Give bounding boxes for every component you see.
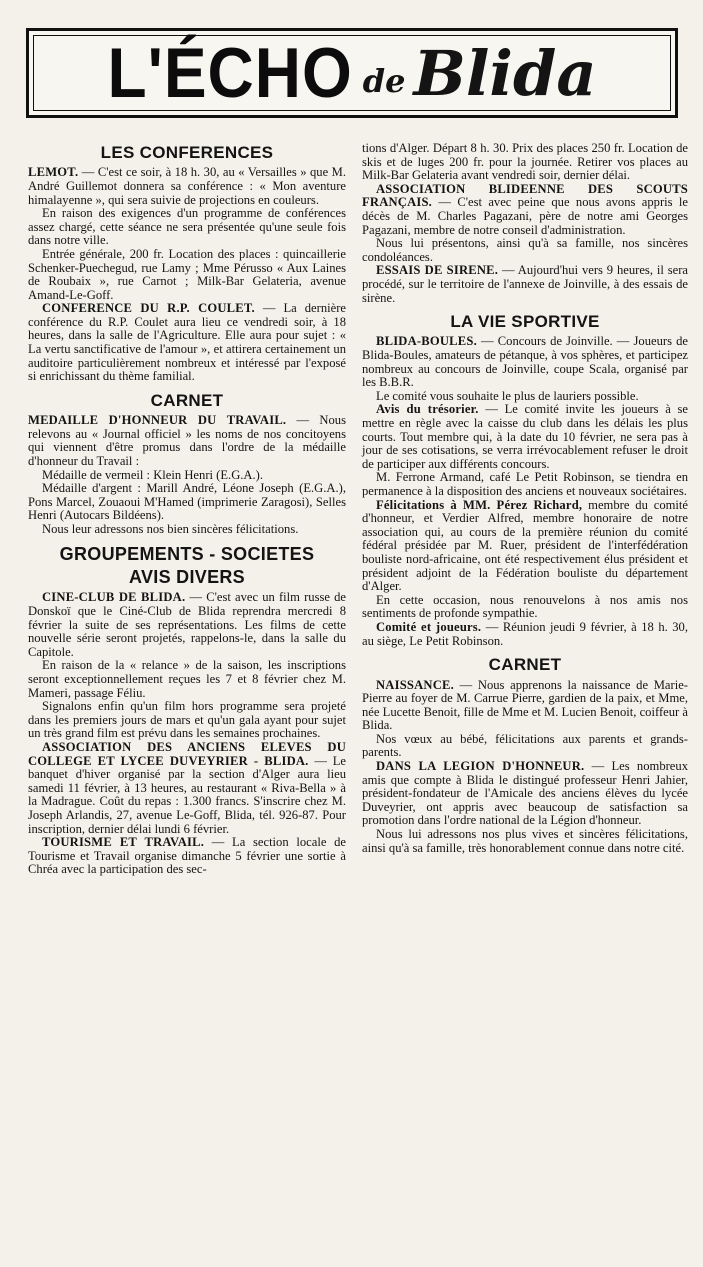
section-title-groupements: GROUPEMENTS - SOCIETES: [59, 543, 315, 564]
kicker: ASSOCIATION BLIDEENNE DES SCOUTS FRANÇAIS.: [362, 181, 688, 210]
article-text: — Le comité invite les joueurs à se mettre en règle avec la caisse du club dans les délais les plus courts. Tout membre qui, à la date du 10 février, ne sera pas à jour de ses cotisations, se verra irrévocablement refuser le droit de participer aux différents concours.: [362, 402, 688, 471]
article-text: — Le banquet d'hiver organisé par la section d'Alger aura lieu samedi 11 février, à 13 heures, au restaurant « Riva-Bella » à la Madrague. Coût du repas : 1.300 francs. S'inscrire chez M. Joseph Arlandis, 27, avenue Le-Goff, Blida, tél. 926-87. Pour inscription, dernier délai lundi 6 février.: [28, 753, 346, 836]
article-text: — Les nombreux amis que compte à Blida le distingué professeur Henri Jahier, président-fondateur de l'Amicale des anciens élèves du lycée Duveyrier, ont appris avec beaucoup de satisfaction sa promotion dans l'ordre national de la Légion d'honneur.: [362, 759, 688, 828]
paragraph: M. Ferrone Armand, café Le Petit Robinson, se tiendra en permanence à la disposition des anciens et nouveaux sociétaires.: [362, 470, 688, 499]
article-text: — La section locale de Tourisme et Travail organise dimanche 5 février une sortie à Chréa avec la participation des sec-: [28, 835, 346, 877]
kicker: ASSOCIATION DES ANCIENS ELEVES DU COLLEGE ET LYCEE DUVEYRIER - BLIDA.: [28, 739, 346, 768]
masthead-echo: L'ÉCHO: [107, 33, 353, 113]
kicker: Comité et joueurs.: [376, 619, 482, 634]
article-text: — Nous apprenons la naissance de Marie-Pierre au foyer de M. Carrue Pierre, gardien de la paix, et Mme, née Lucette Benoit, fille de Mme et M. Lucien Benoit, coiffeur à Blida.: [362, 677, 688, 733]
article-blida-boules: [362, 335, 688, 389]
paragraph: En raison de la « relance » de la saison, les inscriptions seront exceptionnellement reçues les 7 et 8 février chez M. Mameri, passage Féliu.: [28, 658, 346, 700]
kicker: NAISSANCE.: [376, 677, 454, 692]
section-title-conferences: LES CONFERENCES: [100, 143, 274, 162]
article-text: — C'est avec peine que nous avons appris le décès de M. Charles Pagazani, père de notre ami Georges Pagazani, membre de notre conseil d'administration.: [362, 195, 688, 237]
article-tresorier: [362, 403, 688, 471]
article-scouts: [362, 183, 688, 237]
paragraph: Nous leur adressons nos bien sincères félicitations.: [42, 521, 299, 536]
article-cine-club: [28, 591, 346, 659]
kicker: ESSAIS DE SIRENE.: [376, 263, 499, 278]
section-title-carnet: CARNET: [488, 655, 562, 675]
article-naissance: [362, 679, 688, 733]
paragraph: Nos vœux au bébé, félicitations aux parents et grands-parents.: [362, 731, 688, 760]
masthead-de: de: [362, 62, 406, 100]
paragraph: Nous lui adressons nos plus vives et sincères félicitations, ainsi qu'à sa famille, très honorablement connue dans notre cité.: [362, 827, 688, 855]
right-column: [362, 142, 688, 855]
article-tourisme: [28, 836, 346, 877]
left-column: [28, 142, 346, 877]
paragraph: Médaille d'argent : Marill André, Léone Joseph (E.G.A.), Pons Marcel, Zouaoui M'Hamed (imprimerie Zaragosi), Selles Henri (Autocars Bildéens).: [28, 481, 346, 523]
kicker: CONFERENCE DU R.P. COULET.: [42, 301, 255, 316]
article-sirene: [362, 264, 688, 305]
article-comite: [362, 621, 688, 648]
kicker: MEDAILLE D'HONNEUR DU TRAVAIL.: [28, 413, 287, 428]
paragraph: Entrée générale, 200 fr. Location des places : quincaillerie Schenker-Puechegud, rue Lamy ; Mme Pérusso « Aux Laines de Roubaix », rue Carnot ; Milk-Bar Gelateria, avenue Amand-Le-Goff.: [28, 246, 346, 302]
masthead-blida: Blida: [413, 36, 597, 110]
section-title-avis-divers: AVIS DIVERS: [129, 567, 245, 587]
paragraph: En cette occasion, nous renouvelons à nos amis nos sentiments de profonde sympathie.: [362, 592, 688, 621]
kicker: Félicitations à MM. Pérez Richard,: [376, 497, 583, 512]
kicker: LEMOT.: [28, 165, 79, 180]
paragraph-continued: tions d'Alger. Départ 8 h. 30. Prix des places 250 fr. Location de skis et de luges 200 fr. pour la journée. Retirer vos places au Milk-Bar Gelateria avant vendredi soir, dernier délai.: [362, 141, 688, 183]
masthead: [26, 28, 678, 118]
kicker: Avis du trésorier.: [376, 402, 479, 417]
article-text: — Réunion jeudi 9 février, à 18 h. 30, au siège, Le Petit Robinson.: [362, 619, 689, 648]
article-felicitations: [362, 499, 688, 594]
article-text: — Nous relevons au « Journal officiel » les noms de nos concitoyens qui viennent d'être promus dans l'ordre de la médaille d'honneur du Travail :: [28, 413, 346, 468]
section-title-vie-sportive: LA VIE SPORTIVE: [450, 312, 600, 332]
article-anciens-eleves: [28, 741, 346, 836]
article-lemot: [28, 166, 346, 207]
kicker: BLIDA-BOULES.: [376, 334, 477, 349]
section-title-carnet: CARNET: [150, 390, 224, 410]
article-conference-coulet: [28, 302, 346, 384]
paragraph: Le comité vous souhaite le plus de lauriers possible.: [376, 388, 639, 403]
kicker: TOURISME ET TRAVAIL.: [42, 835, 205, 850]
article-text: — Aujourd'hui vers 9 heures, il sera procédé, sur le territoire de l'annexe de Joinville, à des essais de sirène.: [362, 263, 688, 305]
article-medaille: [28, 414, 346, 468]
paragraph: Signalons enfin qu'un film hors programme sera projeté dans les premiers jours de mars et qu'un gala ayant pour sujet un très grand film est prévu dans les semaines prochaines.: [28, 699, 346, 741]
paragraph: Nous lui présentons, ainsi qu'à sa famille, nos sincères condoléances.: [362, 236, 688, 264]
article-text: — C'est avec un film russe de Donskoï que le Ciné-Club de Blida reprendra mercredi 8 février la suite de ses représentations. Les films de cette nouvelle série seront projetés, rappelons-le, dans la salle du Capitole.: [28, 590, 346, 659]
kicker: CINE-CLUB DE BLIDA.: [42, 590, 186, 605]
article-text: — C'est ce soir, à 18 h. 30, au « Versailles » que M. André Guillemot donnera sa conférence : « Mon aventure himalayenne », qui sera suivie de projections en couleurs.: [28, 165, 346, 207]
kicker: DANS LA LEGION D'HONNEUR.: [376, 759, 585, 774]
paragraph: En raison des exigences d'un programme de conférences assez chargé, cette séance ne sera présentée qu'une seule fois dans notre ville.: [28, 206, 346, 248]
paragraph: Médaille de vermeil : Klein Henri (E.G.A.).: [42, 467, 264, 482]
article-legion: [362, 760, 688, 828]
article-text: — Concours de Joinville. — Joueurs de Blida-Boules, amateurs de pétanque, à vos sphères, et participez nombreux au concours de Joinville, coupe Scala, organisé par les B.B.R.: [362, 334, 688, 390]
article-text: — La dernière conférence du R.P. Coulet aura lieu ce vendredi soir, à 18 heures, dans la salle de l'Agriculture. Elle aura pour sujet : « La vertu sanctificative de l'amour », et attirera certainement un auditoire particulièrement nombreux et intéressé par l'exposé si enrichissant du thème familial.: [28, 301, 346, 384]
article-text: membre du comité d'honneur, et Verdier Alfred, membre honoraire de notre association qui, au cours de la première réunion du comité fédéral présidée par M. Ruer, président de l'interfédération bouliste nord-africaine, ont été respectivement élus président et président adjoint de la Fédération bouliste du département d'Alger.: [362, 497, 688, 594]
